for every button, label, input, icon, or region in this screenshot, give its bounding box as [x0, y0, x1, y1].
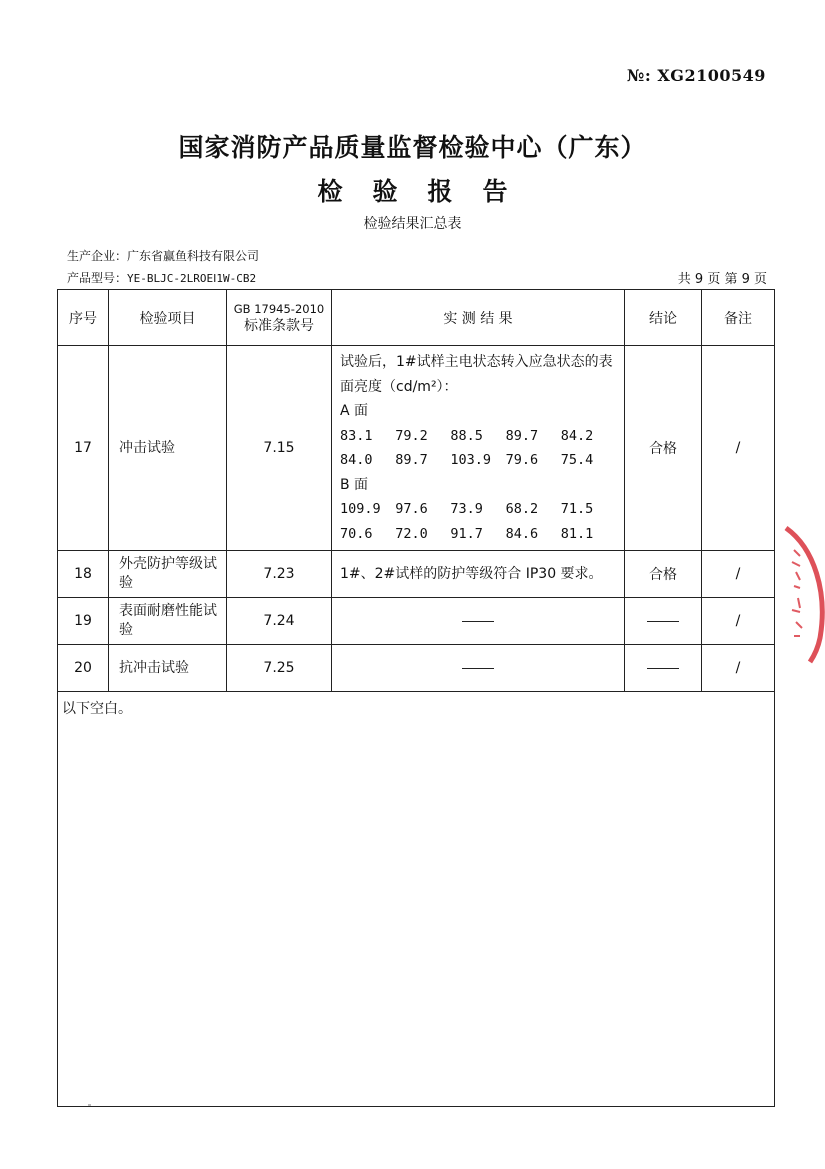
value-cell: 84.2 [560, 427, 594, 444]
row-result [332, 346, 625, 551]
row-conclusion [625, 645, 702, 692]
footer-note: 以下空白。 [58, 692, 775, 1107]
row-clause: 7.23 [227, 551, 332, 598]
model-value: YE-BLJC-2LROEⅠ1W-CB2 [127, 272, 257, 285]
manufacturer-label: 生产企业： [67, 249, 128, 263]
table-header-row [58, 290, 775, 346]
table-row [58, 645, 775, 692]
manufacturer-value: 广东省赢鱼科技有限公司 [127, 249, 260, 263]
manufacturer-line [67, 247, 259, 264]
row-conclusion: 合格 [625, 346, 702, 551]
row-result: 1#、2#试样的防护等级符合 IP30 要求。 [332, 551, 625, 598]
row-clause: 7.15 [227, 346, 332, 551]
value-cell: 75.4 [560, 452, 594, 468]
header-remark: 备注 [702, 290, 775, 346]
empty-dash [462, 621, 494, 622]
row-remark: / [702, 551, 775, 598]
results-summary-table [57, 289, 775, 1107]
header-conclusion: 结论 [625, 290, 702, 346]
value-cell: 84.6 [505, 525, 539, 542]
row-item: 抗冲击试验 [109, 645, 227, 692]
header-standard-line1: GB 17945-2010 [233, 301, 325, 316]
document-subtitle: 检验结果汇总表 [363, 216, 462, 232]
value-cell: 73.9 [450, 501, 483, 517]
value-cell: 84.0 [340, 452, 373, 468]
header-result: 实 测 结 果 [332, 290, 625, 346]
row-item: 外壳防护等级试验 [109, 551, 227, 598]
group-b-label: B 面 [340, 476, 369, 493]
row-seq: 20 [58, 645, 109, 692]
document-title: 检验报告 [317, 177, 538, 206]
row-clause: 7.24 [227, 598, 332, 645]
value-cell: 81.1 [560, 525, 594, 542]
blank-area-row [58, 692, 775, 1107]
model-line [67, 269, 256, 286]
page-info: 共 9 页 第 9 页 [677, 272, 767, 287]
value-cell: 109.9 [340, 501, 381, 517]
value-cell: 89.7 [395, 452, 428, 468]
row-seq: 18 [58, 551, 109, 598]
group-a-label: A 面 [340, 403, 369, 419]
row-remark: / [702, 598, 775, 645]
row-item: 表面耐磨性能试验 [109, 598, 227, 645]
value-cell: 72.0 [395, 525, 428, 542]
row-seq: 17 [58, 346, 109, 551]
row-item: 冲击试验 [109, 346, 227, 551]
group-b-values [340, 497, 616, 546]
value-cell: 70.6 [340, 525, 373, 542]
empty-dash [462, 668, 494, 669]
value-cell: 79.2 [395, 427, 428, 444]
report-number: №: XG2100549 [627, 66, 766, 85]
row-result [332, 598, 625, 645]
value-cell: 97.6 [395, 501, 428, 517]
header-standard-line2: 标准条款号 [244, 317, 314, 334]
header-item: 检验项目 [109, 290, 227, 346]
model-label: 产品型号： [67, 271, 128, 285]
scan-speck [88, 1104, 91, 1106]
row-seq: 19 [58, 598, 109, 645]
value-cell: 83.1 [340, 427, 373, 444]
organization-title: 国家消防产品质量监督检验中心（广东） [178, 133, 647, 162]
group-a-values [340, 424, 616, 473]
row-remark: / [702, 645, 775, 692]
table-row [58, 598, 775, 645]
row-conclusion [625, 598, 702, 645]
table-row [58, 346, 775, 551]
result-intro: 试验后，1#试样主电状态转入应急状态的表面亮度（cd/m²）： [340, 354, 613, 395]
value-cell: 103.9 [450, 452, 492, 468]
official-seal-stamp [776, 520, 825, 670]
value-cell: 91.7 [450, 525, 483, 542]
row-remark: / [702, 346, 775, 551]
empty-dash [647, 668, 679, 669]
empty-dash [647, 621, 679, 622]
row-clause: 7.25 [227, 645, 332, 692]
header-seq: 序号 [58, 290, 109, 346]
value-cell: 88.5 [450, 427, 483, 444]
row-result [332, 645, 625, 692]
table-row [58, 551, 775, 598]
header-standard-clause [227, 290, 332, 346]
value-cell: 68.2 [505, 501, 539, 517]
value-cell: 71.5 [560, 501, 594, 517]
row-conclusion: 合格 [625, 551, 702, 598]
value-cell: 89.7 [505, 427, 539, 444]
value-cell: 79.6 [505, 452, 539, 468]
